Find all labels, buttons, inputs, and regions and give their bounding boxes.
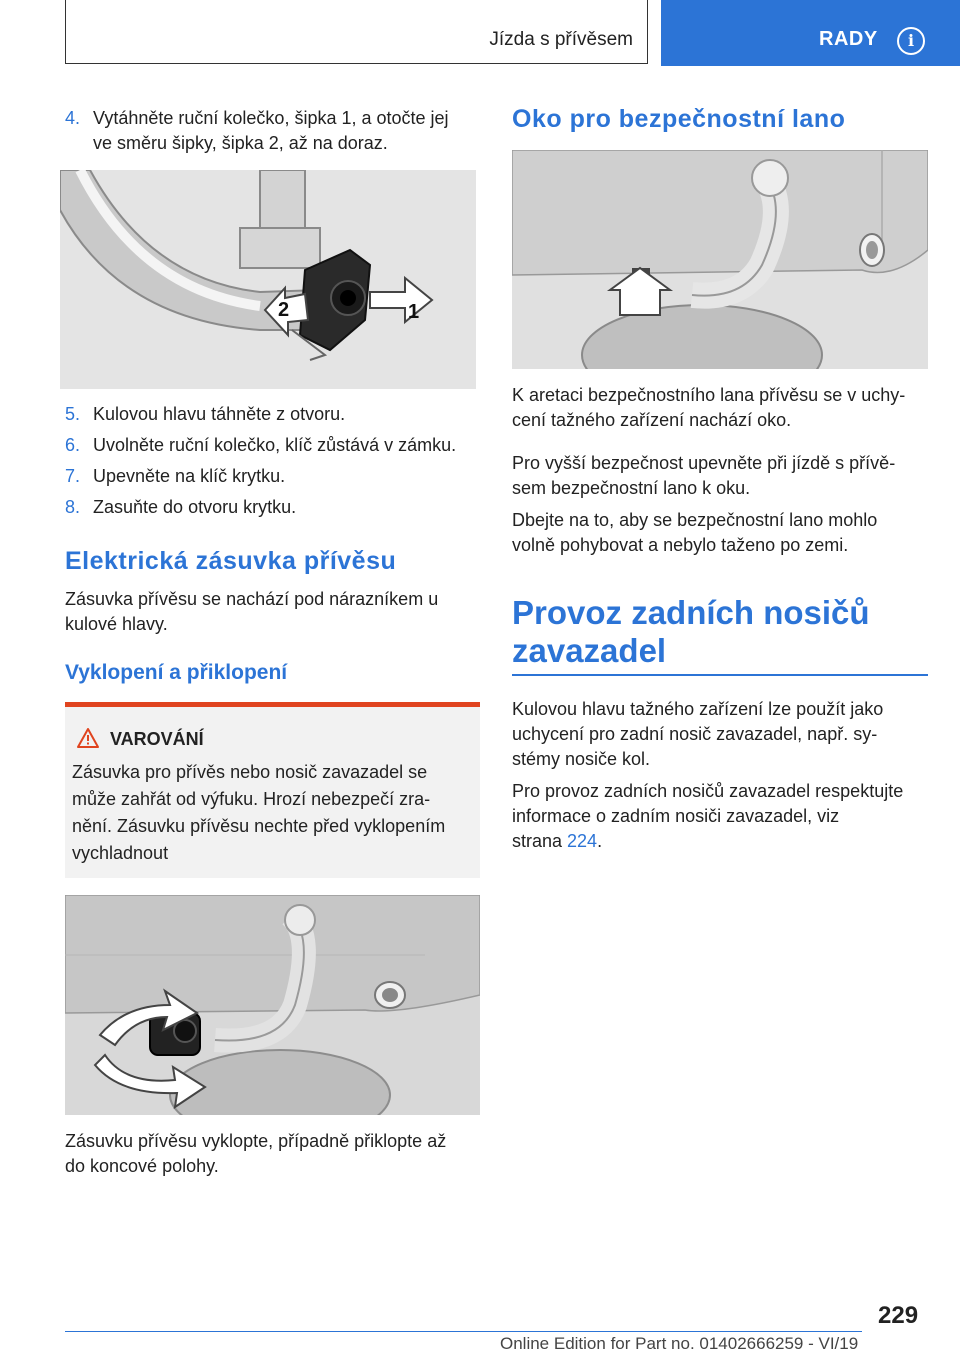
text-line: K aretaci bezpečnostního lana přívěsu se v uchy- [512, 385, 906, 405]
list-item [65, 433, 485, 458]
warning-text [72, 759, 472, 867]
figure-socket-tilt [65, 895, 480, 1115]
text-line: nění. Zásuvku přívěsu nechte před vyklopením [72, 816, 446, 836]
text-line [512, 829, 932, 854]
info-circle-icon[interactable]: i [897, 27, 925, 55]
text-line: cení tažného zařízení nachází oko. [512, 410, 792, 430]
eye-paragraph-2 [512, 451, 932, 501]
page-link[interactable]: 224 [567, 831, 598, 851]
list-item [65, 495, 485, 520]
hand-wheel-illustration [60, 170, 476, 389]
step-text: Upevněte na klíč krytku. [93, 466, 286, 486]
step-number: 8. [65, 497, 81, 517]
text-line: Kulovou hlavu tažného zařízení lze použít jako [512, 699, 884, 719]
header-title-box [65, 0, 648, 64]
eye-paragraph-1 [512, 383, 932, 433]
steps-list [65, 402, 485, 520]
figure-safety-eye [512, 150, 928, 369]
page-number: 229 [878, 1302, 919, 1329]
header-brand-box [661, 0, 960, 66]
warning-triangle-icon [76, 727, 100, 749]
step-number: 7. [65, 466, 81, 486]
figure-hand-wheel [60, 170, 476, 389]
heading-line: zavazadel [512, 632, 667, 669]
step-text-line: ve směru šipky, šipka 2, až na doraz. [93, 133, 388, 153]
warning-box [65, 707, 480, 878]
step-number: 6. [65, 435, 81, 455]
step-text: Kulovou hlavu táhněte z otvoru. [93, 404, 346, 424]
step-text: Uvolněte ruční kolečko, klíč zůstává v zámku. [93, 435, 457, 455]
list-item [65, 402, 485, 427]
text-line: uchycení pro zadní nosič zavazadel, např. sy- [512, 724, 878, 744]
text-line: Zásuvka pro přívěs nebo nosič zavazadel se [72, 762, 428, 782]
text-line: Pro provoz zadních nosičů zavazadel respektujte [512, 781, 904, 801]
arrow-1-label: 1 [408, 301, 420, 323]
text-line: informace o zadním nosiči zavazadel, viz [512, 806, 840, 826]
heading-rule [512, 674, 928, 676]
arrow-2-label: 2 [278, 299, 290, 321]
text-line: Zásuvka přívěsu se nachází pod nárazníkem u [65, 589, 439, 609]
brand-label: RADY [819, 28, 878, 50]
socket-paragraph [65, 587, 485, 637]
step-number: 5. [65, 404, 81, 424]
text-line: Dbejte na to, aby se bezpečnostní lano mohlo [512, 510, 878, 530]
socket-tilt-illustration [65, 895, 480, 1115]
carrier-paragraph-2 [512, 779, 932, 854]
text-line: může zahřát od výfuku. Hrozí nebezpečí zra- [72, 789, 431, 809]
warning-label: VAROVÁNÍ [110, 729, 204, 749]
heading-line: Provoz zadních nosičů [512, 594, 870, 631]
edition-text: Online Edition for Part no. 01402666259 - VI/19 [500, 1334, 859, 1353]
text-line: Zásuvku přívěsu vyklopte, případně přiklopte až [65, 1131, 447, 1151]
eye-heading: Oko pro bezpečnostní lano [512, 105, 846, 133]
text-line: Pro vyšší bezpečnost upevněte při jízdě s přívě- [512, 453, 896, 473]
text-fragment: strana [512, 831, 568, 851]
step-text-line: Vytáhněte ruční kolečko, šipka 1, a otočte jej [93, 108, 449, 128]
carrier-heading [512, 594, 932, 670]
text-line: volně pohybovat a nebylo taženo po zemi. [512, 535, 849, 555]
text-line: sem bezpečnostní lano k oku. [512, 478, 751, 498]
step-text: Zasuňte do otvoru krytku. [93, 497, 297, 517]
text-fragment: . [597, 831, 603, 851]
figure-caption [65, 1129, 485, 1179]
step-number: 4. [65, 108, 81, 128]
list-item [65, 464, 485, 489]
socket-heading: Elektrická zásuvka přívěsu [65, 547, 397, 575]
text-line: do koncové polohy. [65, 1156, 219, 1176]
carrier-paragraph-1 [512, 697, 932, 772]
section-title: Jízda s přívěsem [489, 29, 633, 50]
text-line: vychladnout [72, 843, 169, 863]
footer-rule [65, 1331, 862, 1332]
text-line: stémy nosiče kol. [512, 749, 651, 769]
text-line: kulové hlavy. [65, 614, 168, 634]
tilt-heading: Vyklopení a přiklopení [65, 661, 288, 684]
eye-paragraph-3 [512, 508, 932, 558]
safety-eye-illustration [512, 150, 928, 369]
